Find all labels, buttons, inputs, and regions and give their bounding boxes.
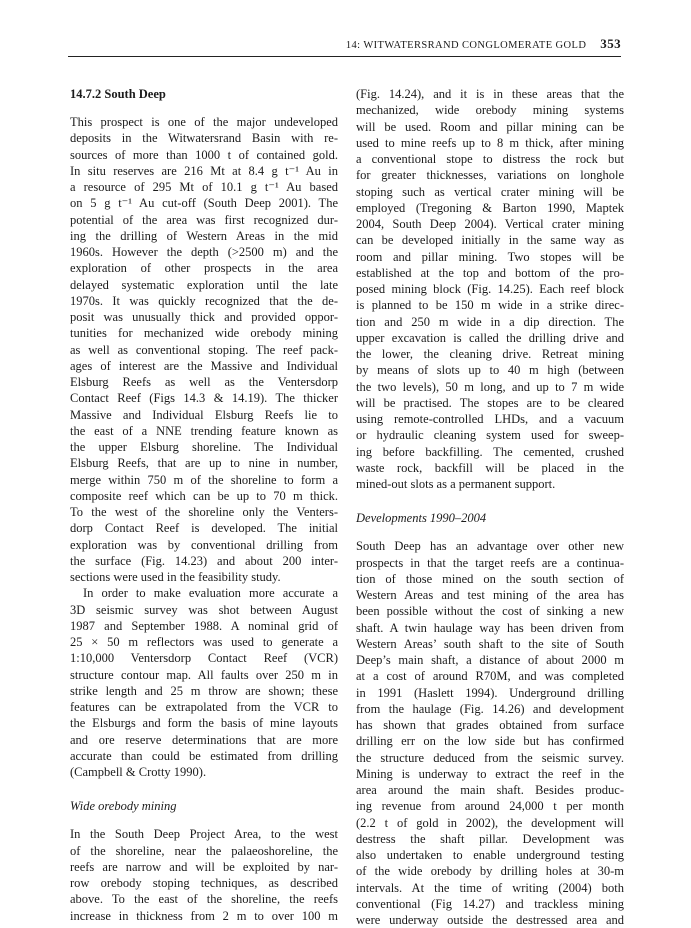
text-line: posit was unusually thick and provided oppor- (70, 310, 338, 324)
text-line: structure contour map. All faults over 250 m in (70, 667, 338, 682)
text-line: of the wide orebody by drilling holes at 30-m (356, 864, 624, 879)
text-line: merge within 750 m of the shoreline to form a (70, 472, 338, 487)
text-line: been possible without the cost of sinking a new (356, 604, 624, 619)
text-line: Massive and Individual Elsburg Reefs lie to (70, 407, 338, 422)
text-line: on 5 g t⁻¹ Au cut-off (South Deep 2001). The (70, 196, 338, 211)
text-line: room and pillar mining. Two stopes will be (356, 249, 624, 264)
text-line: Deep’s main shaft, a distance of about 2000 m (356, 653, 624, 667)
text-line: and ore reserve determinations that are more (70, 732, 338, 747)
text-line: This prospect is one of the major undeveloped (70, 115, 338, 129)
text-line: intervals. At the time of writing (2004) both (356, 880, 624, 895)
text-line: tion of those mined on the south section of (356, 571, 624, 586)
subsection-heading: Wide orebody mining (70, 799, 177, 814)
text-line: features can be extrapolated from the VCR to (70, 700, 338, 714)
text-line: at a cost of around R70M, and was completed (356, 669, 624, 684)
text-line: upper excavation is called the drilling drive and (356, 330, 624, 345)
text-line: prospects in that the target reefs are a continua- (356, 555, 624, 570)
text-line: 1970s. It was quickly recognized that the de- (70, 293, 338, 308)
text-line: a resource of 295 Mt of 10.1 g t⁻¹ Au based (70, 180, 338, 194)
text-line: 1960s. However the depth (>2500 m) and the (70, 245, 338, 259)
text-line: (Campbell & Crotty 1990). (70, 765, 207, 779)
text-line: In the South Deep Project Area, to the west (70, 827, 338, 842)
text-line: sources of more than 1000 t of contained gold. (70, 147, 338, 162)
text-line: (2.2 t of gold in 2002), the development will (356, 815, 624, 830)
spacer (356, 492, 624, 510)
text-line: 1:10,000 Ventersdorp Contact Reef (VCR) (70, 651, 338, 666)
text-line: in 1991 (Haslett 1994). Underground drilling (356, 685, 624, 700)
text-line: reefs are narrow and will be exploited by nar- (70, 859, 338, 874)
text-line: tunities for mechanized wide orebody mining (70, 326, 338, 341)
text-line: ages of interest are the Massive and Individual (70, 358, 338, 373)
text-line: ing the drilling of Western Areas in the mid (70, 228, 338, 243)
text-line: South Deep has an advantage over other new (356, 539, 624, 554)
text-line: Western Areas’ south shaft to the site of South (356, 636, 624, 651)
page-number: 353 (600, 36, 621, 51)
text-line: established at the top and bottom of the pro- (356, 265, 624, 280)
spacer (70, 780, 338, 798)
text-line: the upper Elsburg shoreline. The Individual (70, 440, 338, 454)
section-heading: 14.7.2 South Deep (70, 87, 166, 101)
text-line: or hydraulic cleaning system used for sweep- (356, 428, 624, 443)
paragraph (356, 86, 624, 492)
chapter-title: 14: WITWATERSRAND CONGLOMERATE GOLD (345, 40, 587, 51)
text-line: accurate than could be estimated from drilling (70, 748, 338, 763)
text-line: mechanized, wide orebody mining systems (356, 103, 624, 118)
text-line: waste rock, backfill will be placed in the (356, 460, 624, 475)
text-line: destress the shaft pillar. Development was (356, 831, 624, 846)
text-line: will be practised. The stopes are to be cleared (356, 395, 624, 410)
header-rule (68, 56, 621, 57)
text-line: (Fig. 14.24), and it is in these areas that the (356, 87, 624, 101)
left-column (70, 86, 338, 924)
text-line: exploration of other prospects in the area (70, 261, 338, 276)
text-line: above. To the east of the shoreline, the reefs (70, 892, 338, 907)
text-line: for greater thicknesses, variations on longhole (356, 168, 624, 183)
text-line: used to mine reefs up to 8 m thick, after mining (356, 135, 624, 150)
text-line: conventional (Fig 14.27) and trackless mining (356, 896, 624, 911)
text-line: 2004, South Deep 2004). Vertical crater mining (356, 217, 624, 231)
text-line: strike length and 25 m throw are shown; these (70, 683, 338, 698)
text-line: the east of a NNE trending feature known as (70, 423, 338, 438)
text-line: employed (Tregoning & Barton 1990, Maptek (356, 200, 624, 215)
paragraph (70, 826, 338, 924)
text-line: To the west of the shoreline only the Venters- (70, 505, 338, 519)
text-line: Western Areas and test mining of the area has (356, 588, 624, 602)
text-line: sections were used in the feasibility study. (70, 570, 281, 584)
paragraph (356, 538, 624, 928)
text-line: row orebody stoping techniques, as described (70, 876, 338, 890)
text-line: the lower, the cleaning drive. Retreat mining (356, 347, 624, 361)
running-head (346, 36, 621, 52)
text-line: potential of the area was first recognized dur- (70, 212, 338, 227)
text-line: ing revenue from around 24,000 t per month (356, 799, 624, 814)
text-line: the structure deduced from the seismic survey. (356, 750, 624, 765)
text-line: using remote-controlled LHDs, and a vacuum (356, 412, 624, 426)
text-line: shaft. A twin haulage way has been driven from (356, 620, 624, 635)
text-line: by means of slots up to 40 m high (between (356, 363, 624, 378)
subsection-heading: Developments 1990–2004 (356, 511, 487, 526)
text-line: increase in thickness from 2 m to over 100 m (70, 908, 338, 923)
text-line: can be developed initially in the same way as (356, 233, 624, 248)
text-line: dorp Contact Reef is developed. The initial (70, 521, 338, 536)
text-line: ing before backfilling. The cemented, crushed (356, 444, 624, 459)
right-column (356, 86, 624, 928)
text-line: 25 × 50 m reflectors was used to generate a (70, 635, 338, 649)
text-line: as well as conventional stoping. The reef pack- (70, 342, 338, 357)
text-line: has shown that grades obtained from surface (356, 718, 624, 732)
text-line: Contact Reef (Figs 14.3 & 14.19). The thicker (70, 391, 338, 406)
text-line: composite reef which can be up to 70 m thick. (70, 488, 338, 503)
text-line: a conventional stope to distress the rock but (356, 152, 624, 166)
text-line: deposits in the Witwatersrand Basin with re- (70, 131, 338, 146)
text-line: Elsburg Reefs as well as the Ventersdorp (70, 375, 338, 389)
text-line: were underway outside the destressed area and (356, 913, 624, 927)
text-line: delayed systematic exploration until the late (70, 277, 338, 292)
text-line: will be used. Room and pillar mining can be (356, 119, 624, 134)
text-line: tion and 250 m wide in a dip direction. The (356, 314, 624, 329)
text-line: 1987 and September 1988. A nominal grid of (70, 618, 338, 633)
text-line: In situ reserves are 216 Mt at 8.4 g t⁻¹ Au in (70, 163, 338, 178)
text-line: also undertaken to enable underground testing (356, 848, 624, 862)
text-line: the Elsburgs and form the basis of mine layouts (70, 716, 338, 731)
text-line: from the haulage (Fig. 14.26) and development (356, 701, 624, 716)
text-line: the two levels), 50 m long, and up to 7 m wide (356, 379, 624, 394)
paragraph (70, 585, 338, 780)
text-line: mined-out slots as a permanent support. (356, 477, 556, 491)
paragraph (70, 114, 338, 585)
text-line: 3D seismic survey was shot between August (70, 602, 338, 617)
text-line: Elsburg Reefs, that are up to nine in number, (70, 456, 338, 471)
text-line: In order to make evaluation more accurate a (83, 586, 338, 601)
text-line: posed mining block (Fig. 14.25). Each reef block (356, 282, 624, 296)
text-line: drilling err on the low side but has confirmed (356, 734, 624, 749)
text-line: exploration was by conventional drilling from (70, 537, 338, 552)
text-line: Mining is underway to extract the reef in the (356, 766, 624, 781)
text-line: of the shoreline, near the palaeoshoreline, the (70, 843, 338, 858)
text-line: area around the main shaft. Besides produc- (356, 783, 624, 797)
text-line: stoping such as vertical crater mining will be (356, 184, 624, 199)
text-line: is planned to be 150 m wide in a strike direc- (356, 298, 624, 313)
text-line: the surface (Fig. 14.23) and about 200 inter- (70, 553, 338, 568)
